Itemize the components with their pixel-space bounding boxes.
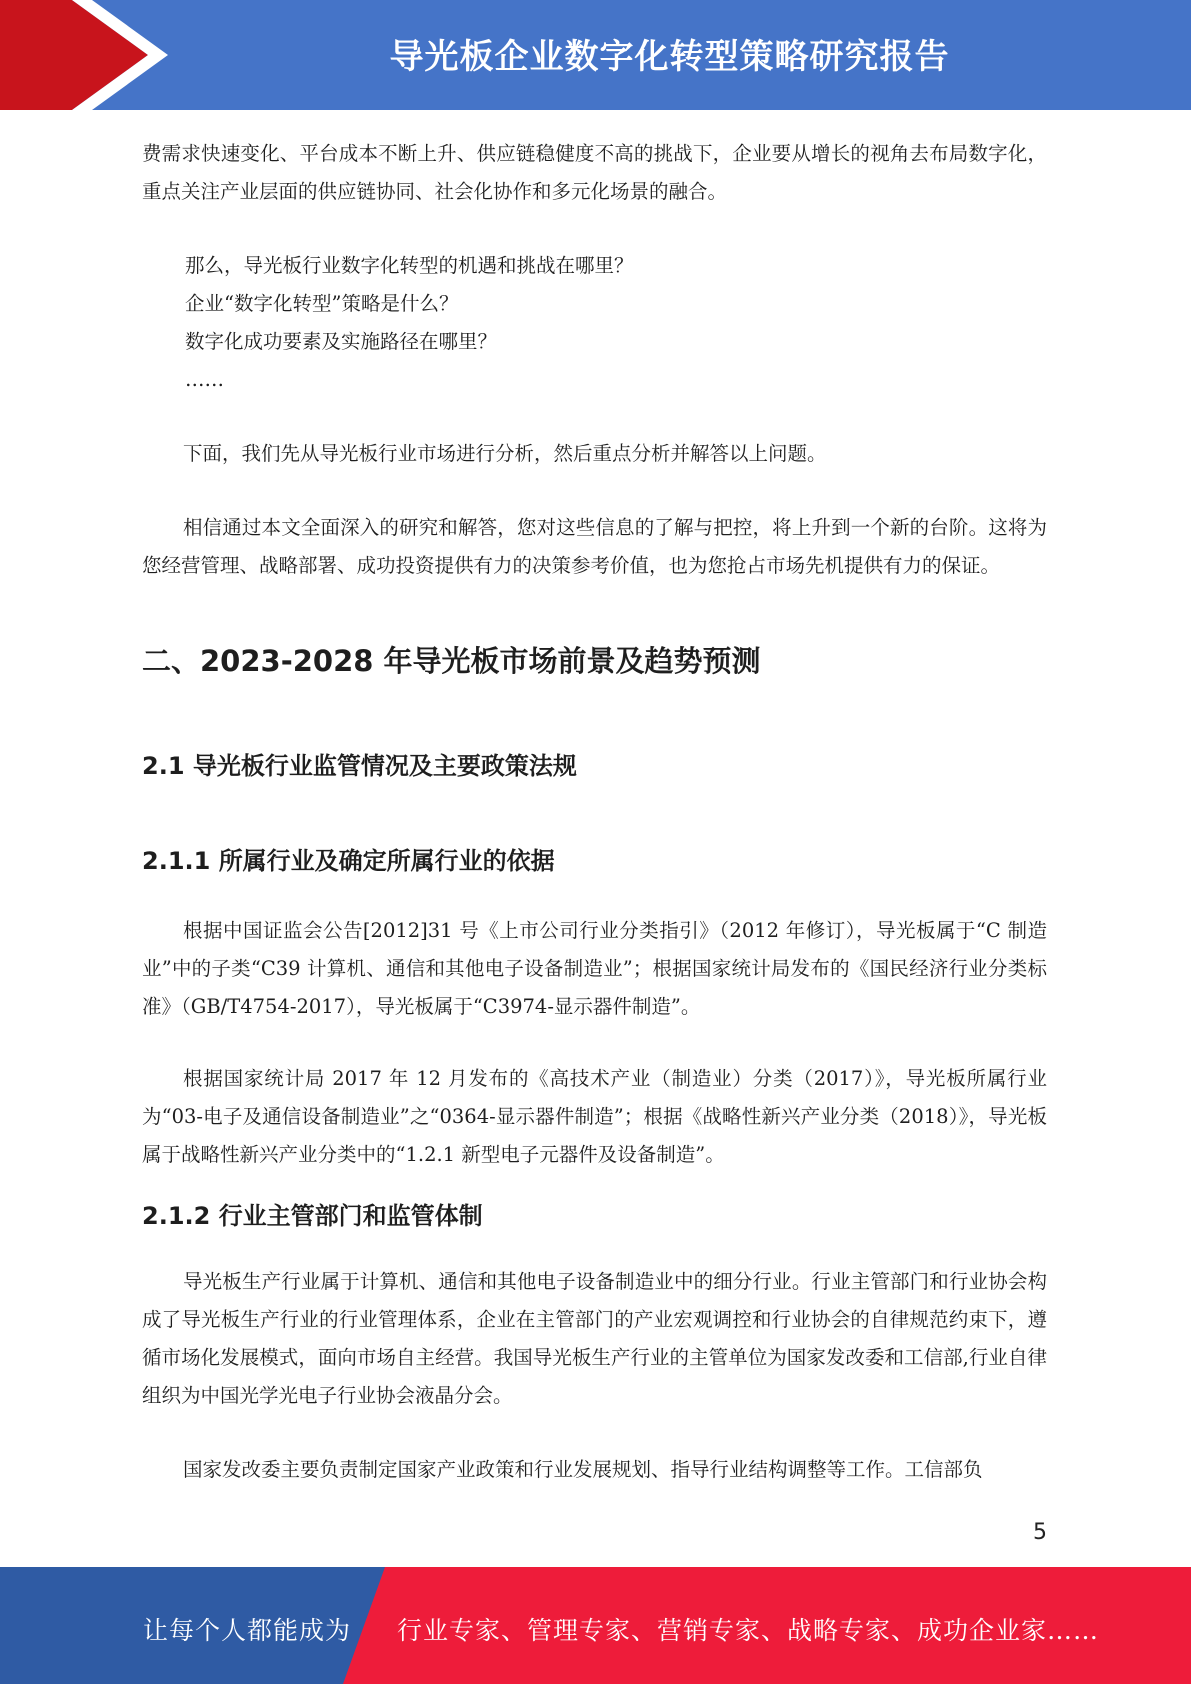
next-paragraph: 下面，我们先从导光板行业市场进行分析，然后重点分析并解答以上问题。 (183, 442, 827, 465)
page-header (0, 0, 1191, 110)
page-content (142, 135, 1047, 1489)
regulation-paragraph-2: 国家发改委主要负责制定国家产业政策和行业发展规划、指导行业结构调整等工作。工信部负 (183, 1458, 983, 1481)
value-paragraph: 相信通过本文全面深入的研究和解答，您对这些信息的了解与把控，将上升到一个新的台阶。这将为您经营管理、战略部署、成功投资提供有力的决策参考价值，也为您抢占市场先机提供有力的保证。 (142, 516, 1047, 577)
question-item: 企业“数字化转型”策略是什么？ (185, 292, 459, 315)
question-item: 那么，导光板行业数字化转型的机遇和挑战在哪里？ (185, 254, 634, 277)
page-number: 5 (1033, 1520, 1047, 1545)
question-list (142, 247, 1047, 399)
section-heading: 二、2023-2028 年导光板市场前景及趋势预测 (142, 644, 761, 678)
subsubsection-heading-2: 2.1.2 行业主管部门和监管体制 (142, 1202, 483, 1230)
subsubsection-heading-1: 2.1.1 所属行业及确定所属行业的依据 (142, 847, 555, 875)
footer-slogan-right: 行业专家、管理专家、营销专家、战略专家、成功企业家…… (397, 1616, 1100, 1645)
report-title: 导光板企业数字化转型策略研究报告 (389, 37, 950, 77)
footer-slogan-left: 让每个人都能成为 (143, 1616, 352, 1645)
classification-paragraph-2: 根据国家统计局 2017 年 12 月发布的《高技术产业（制造业）分类（2017）》，导光板所属行业为“03-电子及通信设备制造业”之“0364-显示器件制造”；根据《战略性新兴产业分类（2018）》，导光板属于战略性新兴产业分类中的“1.2.1 新型电子元器件及设备制造”。 (142, 1067, 1048, 1166)
regulation-paragraph-1: 导光板生产行业属于计算机、通信和其他电子设备制造业中的细分行业。行业主管部门和行业协会构成了导光板生产行业的行业管理体系，企业在主管部门的产业宏观调控和行业协会的自律规范约束下，遵循市场化发展模式，面向市场自主经营。我国导光板生产行业的主管单位为国家发改委和工信部,行业自律组织为中国光学光电子行业协会液晶分会。 (142, 1270, 1047, 1407)
subsection-heading: 2.1 导光板行业监管情况及主要政策法规 (142, 752, 577, 780)
question-item: 数字化成功要素及实施路径在哪里？ (185, 330, 498, 353)
question-item: …… (185, 368, 224, 391)
page-footer (0, 1567, 1191, 1684)
classification-paragraph-1: 根据中国证监会公告[2012]31 号《上市公司行业分类指引》（2012 年修订），导光板属于“C 制造业”中的子类“C39 计算机、通信和其他电子设备制造业”；根据国家统计局发布的《国民经济行业分类标准》（GB/T4754-2017），导光板属于“C3974-显示器件制造”。 (142, 919, 1047, 1018)
intro-paragraph: 费需求快速变化、平台成本不断上升、供应链稳健度不高的挑战下，企业要从增长的视角去布局数字化，重点关注产业层面的供应链协同、社会化协作和多元化场景的融合。 (142, 142, 1047, 203)
